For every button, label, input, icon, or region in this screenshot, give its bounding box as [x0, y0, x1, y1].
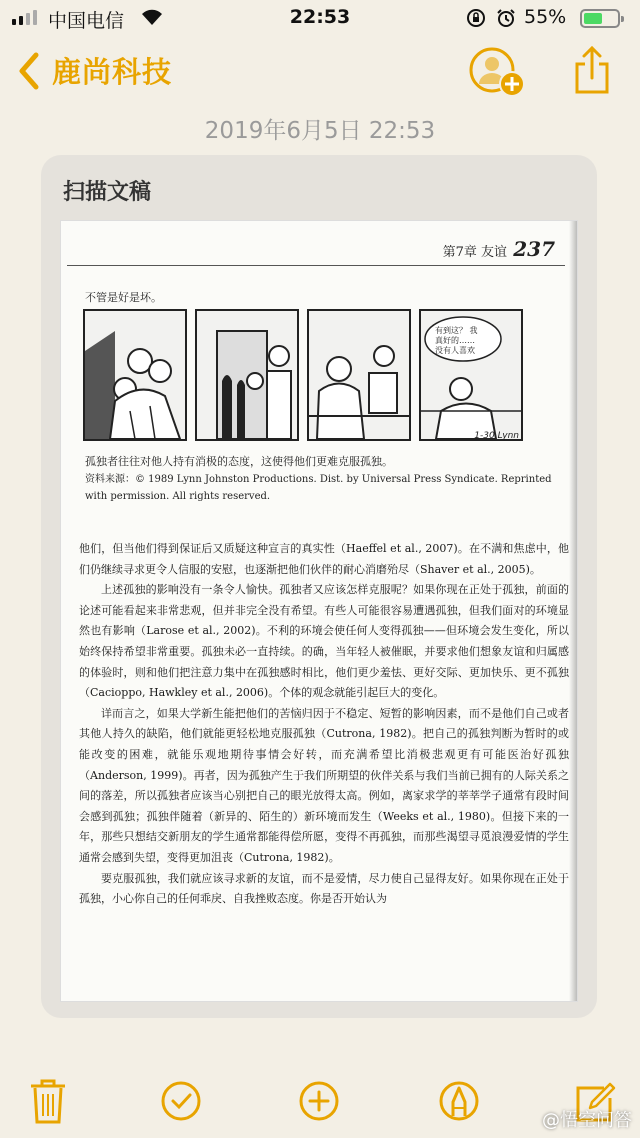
comic-strip: [83, 309, 523, 441]
alarm-icon: [496, 8, 516, 28]
comic-panel-4: [419, 309, 523, 441]
comic-source: 资料来源：© 1989 Lynn Johnston Productions. Dist. by Universal Press Syndicate. Reprinted with permission. All rights reserved.: [85, 474, 552, 502]
watermark: @悟空问答: [542, 1110, 632, 1131]
card-title: 扫描文稿: [63, 180, 152, 205]
checklist-icon[interactable]: [160, 1078, 202, 1124]
carrier-label: 中国电信: [48, 10, 125, 32]
page-number: 237: [513, 237, 555, 261]
svg-text:有到这？ 我: 有到这？ 我: [435, 326, 478, 335]
paragraph: 他们，但当他们得到保证后又质疑这种宣言的真实性（Haeffel et al., 2007)。在不满和焦虑中，他们仍继续寻求更令人信服的安慰，也逐渐把他们伙伴的耐心消磨殆尽（Shaver et al., 2005)。: [79, 542, 569, 576]
paragraph: 详而言之，如果大学新生能把他们的苦恼归因于不稳定、短暂的影响因素，而不是他们自己或者其他人持久的缺陷，他们就能更轻松地克服孤独（Cutrona, 1982)。把自己的孤独判断为暂时的或能改变的困难，就能乐观地期待事情会好转，而充满希望比消极悲观更有可能医治好孤独（Anderson, 1999)。再者，因为孤独产生于我们所期望的伙伴关系与我们当前已拥有的人际关系之间的落差，所以孤独者应该当心别把自己的眼光放得太高。例如，离家求学的莘莘学子通常有段时间会感到孤独；孤独伴随着（新异的、陌生的）新环境而发生（Weeks et al., 1980)。但接下来的一年，那些只想结交新朋友的学生通常都能得偿所愿，变得不再孤独，而那些渴望寻觅浪漫爱情的学生通常会感到失望，变得更加沮丧（Cutrona, 1982)。: [79, 706, 569, 864]
comic-panel-2: [195, 309, 299, 441]
back-button[interactable]: [16, 50, 172, 91]
comic-credit: 1-30 Lynn: [474, 431, 519, 441]
chevron-left-icon: [16, 51, 42, 91]
back-label: 鹿尚科技: [52, 55, 173, 89]
trash-icon[interactable]: [27, 1078, 69, 1124]
comic-title: 不管是好是坏。: [85, 291, 162, 304]
note-date: 2019年6月5日 22:53: [204, 118, 436, 144]
clock: 22:53: [289, 6, 351, 28]
share-icon[interactable]: [572, 44, 612, 96]
svg-text:没有人喜欢: 没有人喜欢: [435, 346, 475, 355]
add-icon[interactable]: [298, 1078, 340, 1124]
status-bar: [0, 0, 640, 36]
orientation-lock-icon: [466, 8, 486, 28]
paragraph: 上述孤独的影响没有一条令人愉快。孤独者又应该怎样克服呢？如果你现在正处于孤独，前面的论述可能看起来非常悲观，但并非完全没有希望。有些人可能很容易遭遇孤独，但我们面对的环境显然也有影响（Larose et al., 2002)。不利的环境会使任何人变得孤独——但环境会发生变化，所以始终保持希望非常重要。孤独未必一直持续。的确，当年轻人被催眠，并要求他们想象友谊和归属感的体验时，则和他们把注意力集中在孤独感时相比，他们更少羞怯、更好交际、更加快乐、更不孤独（Cacioppo, Hawkley et al., 2006)。个体的观念就能引起巨大的变化。: [79, 583, 569, 700]
add-person-icon[interactable]: [468, 46, 526, 98]
comic-caption: 孤独者往往对他人持有消极的态度，这使得他们更难克服孤独。: [85, 455, 393, 468]
body-text: [79, 539, 569, 910]
scanned-document-card[interactable]: [41, 155, 597, 1018]
header-rule: [67, 265, 565, 266]
paragraph: 要克服孤独，我们就应该寻求新的友谊，而不是爱情，尽力使自己显得友好。如果你现在正处于孤独，小心你自己的任何乖戾、自我挫败态度。你是否开始认为: [79, 871, 569, 906]
comic-panel-1: [83, 309, 187, 441]
markup-pen-icon[interactable]: [438, 1078, 480, 1124]
svg-text:真好的……: 真好的……: [435, 336, 475, 345]
nav-bar: [0, 40, 640, 104]
comic-panel-3: [307, 309, 411, 441]
scanned-page-image[interactable]: [61, 221, 577, 1001]
battery-percent: 55%: [524, 6, 567, 28]
battery-icon: [580, 9, 620, 28]
chapter-header: 第7章 友谊: [442, 245, 507, 260]
bottom-toolbar: [0, 1068, 640, 1138]
